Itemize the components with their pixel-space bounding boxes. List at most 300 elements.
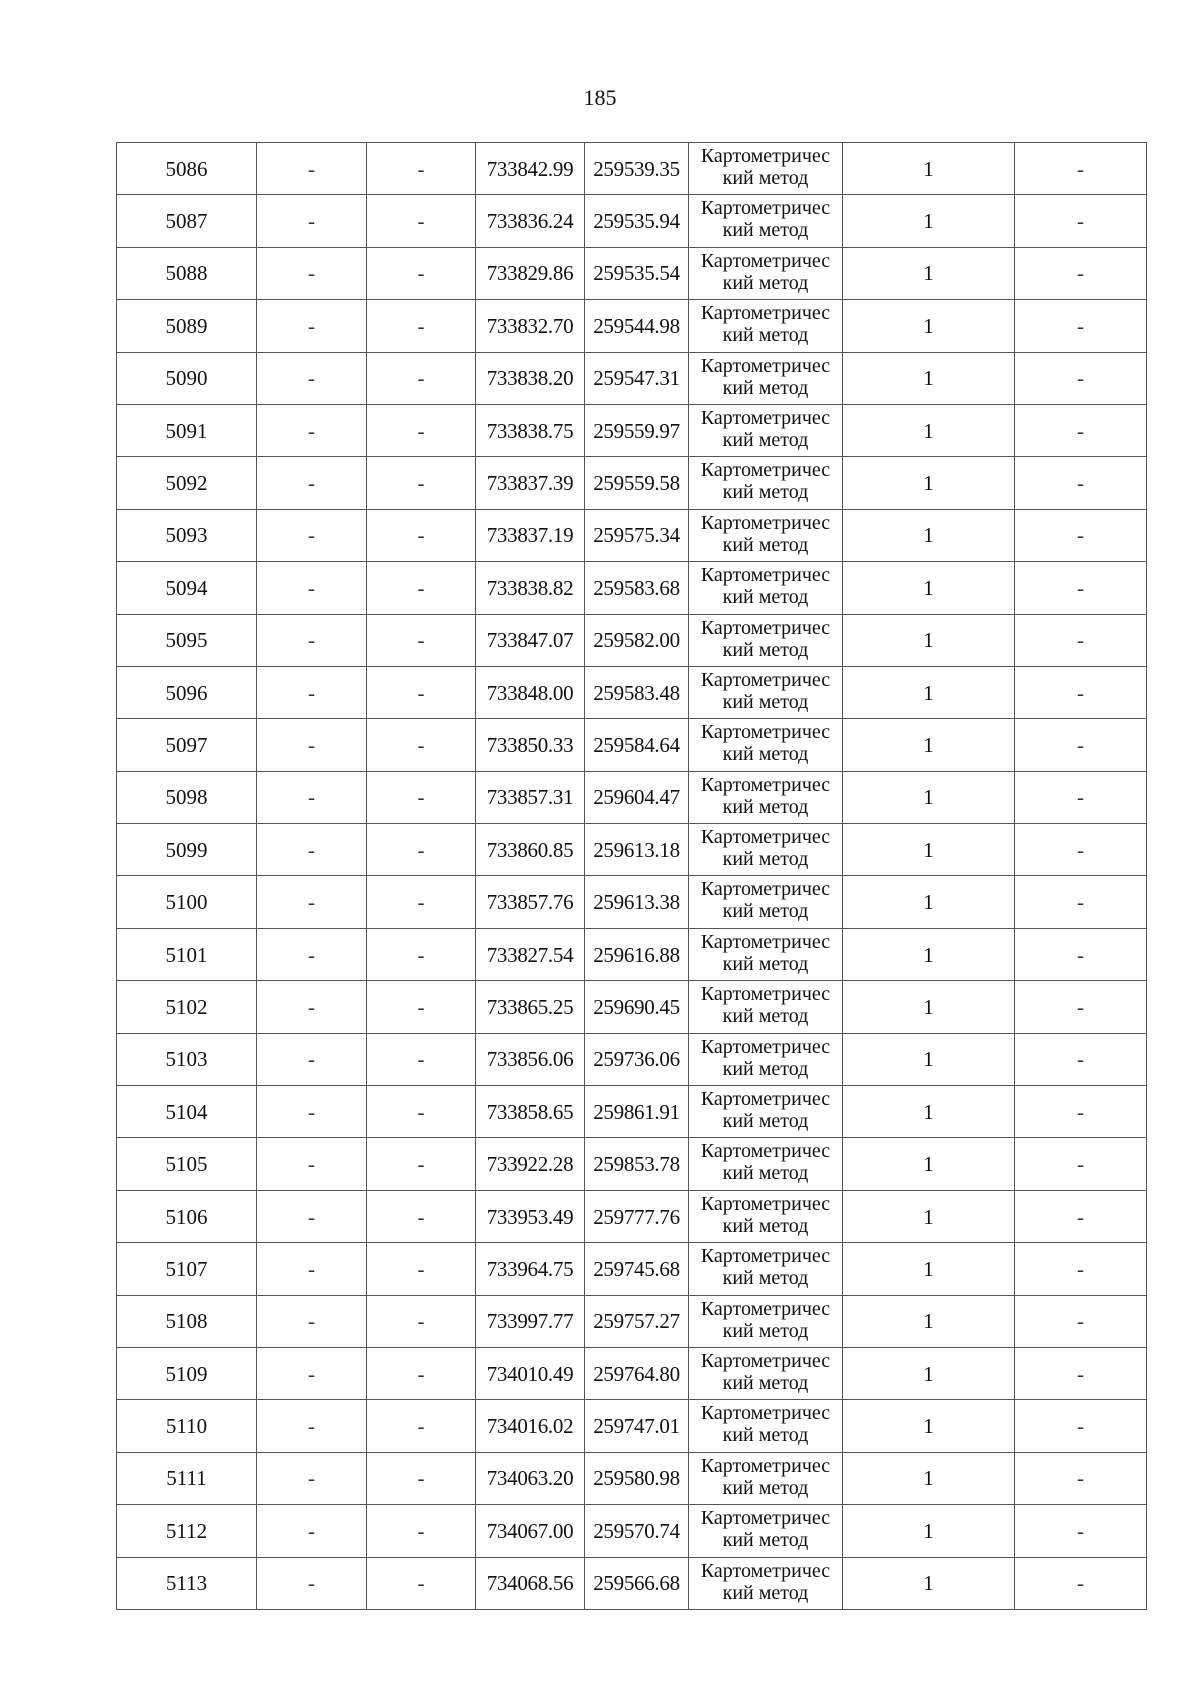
- method-line: Картометричес: [700, 302, 831, 325]
- table-row: [117, 928, 1147, 980]
- method-line: Картометричес: [700, 145, 831, 167]
- method-line: Картометричес: [700, 1035, 831, 1058]
- empty-value-cell: -: [367, 1190, 476, 1242]
- empty-value-cell: -: [257, 509, 367, 561]
- point-number-cell: 5108: [117, 1295, 257, 1347]
- x-coordinate-cell: 734063.20: [476, 1452, 585, 1504]
- method-line: Картометричес: [700, 878, 831, 901]
- empty-value-cell: -: [1015, 1295, 1147, 1347]
- x-coordinate-cell: 733953.49: [476, 1190, 585, 1242]
- method-line: Картометричес: [700, 983, 831, 1006]
- method-line: Картометричес: [700, 197, 831, 220]
- table-row: [117, 1452, 1147, 1504]
- table-row: [117, 247, 1147, 299]
- x-coordinate-cell: 733857.31: [476, 771, 585, 823]
- method-line: кий метод: [722, 1110, 809, 1133]
- accuracy-cell: 1: [843, 928, 1015, 980]
- table-row: [117, 771, 1147, 823]
- empty-value-cell: -: [367, 1086, 476, 1138]
- x-coordinate-cell: 733842.99: [476, 143, 585, 195]
- empty-value-cell: -: [367, 981, 476, 1033]
- point-number-cell: 5100: [117, 876, 257, 928]
- table-row: [117, 1190, 1147, 1242]
- empty-value-cell: -: [257, 1138, 367, 1190]
- accuracy-cell: 1: [843, 666, 1015, 718]
- empty-value-cell: -: [367, 1557, 476, 1609]
- empty-value-cell: -: [367, 457, 476, 509]
- accuracy-cell: 1: [843, 352, 1015, 404]
- x-coordinate-cell: 734067.00: [476, 1505, 585, 1557]
- empty-value-cell: -: [1015, 247, 1147, 299]
- x-coordinate-cell: 733827.54: [476, 928, 585, 980]
- empty-value-cell: -: [257, 928, 367, 980]
- method-cell: [689, 1243, 843, 1295]
- empty-value-cell: -: [367, 143, 476, 195]
- table-row: [117, 509, 1147, 561]
- method-cell: [689, 1138, 843, 1190]
- x-coordinate-cell: 733837.39: [476, 457, 585, 509]
- y-coordinate-cell: 259535.94: [585, 195, 689, 247]
- method-line: Картометричес: [700, 249, 831, 272]
- method-line: кий метод: [722, 1581, 809, 1604]
- y-coordinate-cell: 259861.91: [585, 1086, 689, 1138]
- x-coordinate-cell: 733850.33: [476, 719, 585, 771]
- y-coordinate-cell: 259613.18: [585, 824, 689, 876]
- empty-value-cell: -: [367, 1347, 476, 1399]
- accuracy-cell: 1: [843, 1452, 1015, 1504]
- empty-value-cell: -: [367, 719, 476, 771]
- y-coordinate-cell: 259736.06: [585, 1033, 689, 1085]
- y-coordinate-cell: 259584.64: [585, 719, 689, 771]
- y-coordinate-cell: 259745.68: [585, 1243, 689, 1295]
- accuracy-cell: 1: [843, 824, 1015, 876]
- x-coordinate-cell: 733860.85: [476, 824, 585, 876]
- point-number-cell: 5105: [117, 1138, 257, 1190]
- empty-value-cell: -: [1015, 1033, 1147, 1085]
- empty-value-cell: -: [1015, 876, 1147, 928]
- table-row: [117, 1505, 1147, 1557]
- point-number-cell: 5103: [117, 1033, 257, 1085]
- empty-value-cell: -: [367, 195, 476, 247]
- point-number-cell: 5104: [117, 1086, 257, 1138]
- point-number-cell: 5092: [117, 457, 257, 509]
- method-cell: [689, 352, 843, 404]
- accuracy-cell: 1: [843, 300, 1015, 352]
- method-cell: [689, 562, 843, 614]
- method-cell: [689, 824, 843, 876]
- y-coordinate-cell: 259777.76: [585, 1190, 689, 1242]
- accuracy-cell: 1: [843, 1243, 1015, 1295]
- method-line: кий метод: [722, 533, 809, 556]
- method-line: кий метод: [722, 428, 809, 451]
- empty-value-cell: -: [257, 352, 367, 404]
- y-coordinate-cell: 259566.68: [585, 1557, 689, 1609]
- empty-value-cell: -: [367, 614, 476, 666]
- method-line: кий метод: [722, 1214, 809, 1237]
- method-cell: [689, 771, 843, 823]
- method-line: Картометричес: [700, 1349, 831, 1372]
- empty-value-cell: -: [367, 1295, 476, 1347]
- method-line: кий метод: [722, 324, 809, 347]
- point-number-cell: 5106: [117, 1190, 257, 1242]
- x-coordinate-cell: 733838.75: [476, 404, 585, 456]
- method-line: кий метод: [722, 481, 809, 504]
- method-line: Картометричес: [700, 406, 831, 429]
- point-number-cell: 5112: [117, 1505, 257, 1557]
- method-line: Картометричес: [700, 1245, 831, 1268]
- method-line: кий метод: [722, 795, 809, 818]
- empty-value-cell: -: [367, 404, 476, 456]
- y-coordinate-cell: 259570.74: [585, 1505, 689, 1557]
- x-coordinate-cell: 733837.19: [476, 509, 585, 561]
- method-line: Картометричес: [700, 564, 831, 587]
- accuracy-cell: 1: [843, 1295, 1015, 1347]
- accuracy-cell: 1: [843, 1505, 1015, 1557]
- table-row: [117, 981, 1147, 1033]
- point-number-cell: 5098: [117, 771, 257, 823]
- empty-value-cell: -: [1015, 771, 1147, 823]
- empty-value-cell: -: [257, 824, 367, 876]
- x-coordinate-cell: 733856.06: [476, 1033, 585, 1085]
- method-line: кий метод: [722, 848, 809, 871]
- method-cell: [689, 247, 843, 299]
- empty-value-cell: -: [1015, 981, 1147, 1033]
- method-line: Картометричес: [700, 1507, 831, 1530]
- method-line: кий метод: [722, 1319, 809, 1342]
- method-line: Картометричес: [700, 1402, 831, 1425]
- accuracy-cell: 1: [843, 457, 1015, 509]
- y-coordinate-cell: 259535.54: [585, 247, 689, 299]
- method-line: кий метод: [722, 376, 809, 399]
- accuracy-cell: 1: [843, 981, 1015, 1033]
- method-cell: [689, 143, 843, 195]
- method-line: кий метод: [722, 1267, 809, 1290]
- x-coordinate-cell: 733838.20: [476, 352, 585, 404]
- empty-value-cell: -: [367, 1400, 476, 1452]
- empty-value-cell: -: [257, 981, 367, 1033]
- empty-value-cell: -: [257, 771, 367, 823]
- y-coordinate-cell: 259747.01: [585, 1400, 689, 1452]
- table-row: [117, 1400, 1147, 1452]
- method-line: кий метод: [722, 1005, 809, 1028]
- table-row: [117, 1033, 1147, 1085]
- method-cell: [689, 1033, 843, 1085]
- x-coordinate-cell: 733858.65: [476, 1086, 585, 1138]
- point-number-cell: 5097: [117, 719, 257, 771]
- accuracy-cell: 1: [843, 614, 1015, 666]
- empty-value-cell: -: [257, 195, 367, 247]
- method-line: Картометричес: [700, 773, 831, 796]
- method-line: кий метод: [722, 743, 809, 766]
- table-row: [117, 562, 1147, 614]
- table-row: [117, 666, 1147, 718]
- empty-value-cell: -: [1015, 195, 1147, 247]
- accuracy-cell: 1: [843, 1086, 1015, 1138]
- accuracy-cell: 1: [843, 143, 1015, 195]
- y-coordinate-cell: 259580.98: [585, 1452, 689, 1504]
- point-number-cell: 5093: [117, 509, 257, 561]
- method-line: Картометричес: [700, 511, 831, 534]
- x-coordinate-cell: 733847.07: [476, 614, 585, 666]
- accuracy-cell: 1: [843, 562, 1015, 614]
- empty-value-cell: -: [257, 1557, 367, 1609]
- y-coordinate-cell: 259575.34: [585, 509, 689, 561]
- method-line: Картометричес: [700, 1088, 831, 1111]
- point-number-cell: 5089: [117, 300, 257, 352]
- x-coordinate-cell: 733997.77: [476, 1295, 585, 1347]
- method-cell: [689, 1347, 843, 1399]
- point-number-cell: 5113: [117, 1557, 257, 1609]
- point-number-cell: 5091: [117, 404, 257, 456]
- method-line: кий метод: [722, 1424, 809, 1447]
- point-number-cell: 5095: [117, 614, 257, 666]
- accuracy-cell: 1: [843, 247, 1015, 299]
- y-coordinate-cell: 259583.68: [585, 562, 689, 614]
- method-line: кий метод: [722, 271, 809, 294]
- table-row: [117, 1086, 1147, 1138]
- method-cell: [689, 928, 843, 980]
- x-coordinate-cell: 733832.70: [476, 300, 585, 352]
- table-row: [117, 352, 1147, 404]
- method-cell: [689, 876, 843, 928]
- empty-value-cell: -: [1015, 824, 1147, 876]
- empty-value-cell: -: [367, 247, 476, 299]
- method-cell: [689, 1190, 843, 1242]
- method-line: Картометричес: [700, 1454, 831, 1477]
- accuracy-cell: 1: [843, 1347, 1015, 1399]
- method-cell: [689, 981, 843, 1033]
- method-line: Картометричес: [700, 1297, 831, 1320]
- table-body: [117, 143, 1147, 1610]
- accuracy-cell: 1: [843, 195, 1015, 247]
- empty-value-cell: -: [257, 719, 367, 771]
- method-cell: [689, 666, 843, 718]
- method-cell: [689, 1086, 843, 1138]
- y-coordinate-cell: 259764.80: [585, 1347, 689, 1399]
- table-row: [117, 1347, 1147, 1399]
- method-line: кий метод: [722, 1162, 809, 1185]
- empty-value-cell: -: [1015, 1452, 1147, 1504]
- table-row: [117, 824, 1147, 876]
- empty-value-cell: -: [257, 1452, 367, 1504]
- method-line: кий метод: [722, 1057, 809, 1080]
- empty-value-cell: -: [1015, 562, 1147, 614]
- method-line: кий метод: [722, 690, 809, 713]
- method-line: Картометричес: [700, 721, 831, 744]
- empty-value-cell: -: [367, 1505, 476, 1557]
- accuracy-cell: 1: [843, 509, 1015, 561]
- method-cell: [689, 1400, 843, 1452]
- method-cell: [689, 195, 843, 247]
- empty-value-cell: -: [257, 1033, 367, 1085]
- method-cell: [689, 1452, 843, 1504]
- method-cell: [689, 509, 843, 561]
- y-coordinate-cell: 259604.47: [585, 771, 689, 823]
- empty-value-cell: -: [1015, 719, 1147, 771]
- empty-value-cell: -: [257, 143, 367, 195]
- empty-value-cell: -: [367, 1243, 476, 1295]
- point-number-cell: 5110: [117, 1400, 257, 1452]
- accuracy-cell: 1: [843, 404, 1015, 456]
- empty-value-cell: -: [367, 1452, 476, 1504]
- empty-value-cell: -: [367, 1138, 476, 1190]
- empty-value-cell: -: [1015, 1138, 1147, 1190]
- empty-value-cell: -: [367, 509, 476, 561]
- empty-value-cell: -: [257, 1086, 367, 1138]
- empty-value-cell: -: [257, 1243, 367, 1295]
- empty-value-cell: -: [367, 562, 476, 614]
- accuracy-cell: 1: [843, 1033, 1015, 1085]
- x-coordinate-cell: 734010.49: [476, 1347, 585, 1399]
- method-cell: [689, 404, 843, 456]
- empty-value-cell: -: [367, 824, 476, 876]
- point-number-cell: 5109: [117, 1347, 257, 1399]
- point-number-cell: 5111: [117, 1452, 257, 1504]
- point-number-cell: 5096: [117, 666, 257, 718]
- table-row: [117, 614, 1147, 666]
- empty-value-cell: -: [257, 1505, 367, 1557]
- empty-value-cell: -: [1015, 1243, 1147, 1295]
- y-coordinate-cell: 259582.00: [585, 614, 689, 666]
- empty-value-cell: -: [257, 1347, 367, 1399]
- y-coordinate-cell: 259613.38: [585, 876, 689, 928]
- accuracy-cell: 1: [843, 719, 1015, 771]
- point-number-cell: 5088: [117, 247, 257, 299]
- x-coordinate-cell: 733964.75: [476, 1243, 585, 1295]
- x-coordinate-cell: 734068.56: [476, 1557, 585, 1609]
- empty-value-cell: -: [367, 928, 476, 980]
- method-cell: [689, 1295, 843, 1347]
- empty-value-cell: -: [257, 457, 367, 509]
- empty-value-cell: -: [367, 1033, 476, 1085]
- empty-value-cell: -: [257, 562, 367, 614]
- empty-value-cell: -: [257, 1295, 367, 1347]
- method-cell: [689, 300, 843, 352]
- table-row: [117, 404, 1147, 456]
- method-cell: [689, 1557, 843, 1609]
- y-coordinate-cell: 259544.98: [585, 300, 689, 352]
- empty-value-cell: -: [367, 352, 476, 404]
- empty-value-cell: -: [257, 1190, 367, 1242]
- y-coordinate-cell: 259539.35: [585, 143, 689, 195]
- point-number-cell: 5086: [117, 143, 257, 195]
- point-number-cell: 5090: [117, 352, 257, 404]
- method-line: кий метод: [722, 952, 809, 975]
- empty-value-cell: -: [257, 666, 367, 718]
- x-coordinate-cell: 733865.25: [476, 981, 585, 1033]
- empty-value-cell: -: [1015, 666, 1147, 718]
- table-row: [117, 1243, 1147, 1295]
- y-coordinate-cell: 259690.45: [585, 981, 689, 1033]
- table-row: [117, 1138, 1147, 1190]
- table-row: [117, 719, 1147, 771]
- empty-value-cell: -: [1015, 352, 1147, 404]
- x-coordinate-cell: 733848.00: [476, 666, 585, 718]
- method-cell: [689, 719, 843, 771]
- empty-value-cell: -: [1015, 928, 1147, 980]
- empty-value-cell: -: [1015, 614, 1147, 666]
- method-line: кий метод: [722, 900, 809, 923]
- empty-value-cell: -: [257, 247, 367, 299]
- x-coordinate-cell: 733857.76: [476, 876, 585, 928]
- method-line: Картометричес: [700, 1559, 831, 1582]
- empty-value-cell: -: [1015, 1400, 1147, 1452]
- x-coordinate-cell: 733836.24: [476, 195, 585, 247]
- method-line: кий метод: [722, 638, 809, 661]
- empty-value-cell: -: [1015, 1086, 1147, 1138]
- table-row: [117, 457, 1147, 509]
- y-coordinate-cell: 259583.48: [585, 666, 689, 718]
- empty-value-cell: -: [1015, 1347, 1147, 1399]
- method-line: Картометричес: [700, 930, 831, 953]
- empty-value-cell: -: [1015, 300, 1147, 352]
- point-number-cell: 5101: [117, 928, 257, 980]
- empty-value-cell: -: [257, 1400, 367, 1452]
- accuracy-cell: 1: [843, 876, 1015, 928]
- y-coordinate-cell: 259853.78: [585, 1138, 689, 1190]
- method-line: кий метод: [722, 586, 809, 609]
- table-row: [117, 143, 1147, 195]
- y-coordinate-cell: 259757.27: [585, 1295, 689, 1347]
- y-coordinate-cell: 259559.97: [585, 404, 689, 456]
- table-row: [117, 300, 1147, 352]
- x-coordinate-cell: 733838.82: [476, 562, 585, 614]
- method-line: Картометричес: [700, 1192, 831, 1215]
- empty-value-cell: -: [1015, 457, 1147, 509]
- empty-value-cell: -: [257, 300, 367, 352]
- point-number-cell: 5102: [117, 981, 257, 1033]
- empty-value-cell: -: [1015, 509, 1147, 561]
- table-row: [117, 876, 1147, 928]
- method-line: кий метод: [722, 1371, 809, 1394]
- method-line: кий метод: [722, 1529, 809, 1552]
- accuracy-cell: 1: [843, 1557, 1015, 1609]
- empty-value-cell: -: [367, 300, 476, 352]
- y-coordinate-cell: 259547.31: [585, 352, 689, 404]
- empty-value-cell: -: [1015, 1190, 1147, 1242]
- y-coordinate-cell: 259616.88: [585, 928, 689, 980]
- method-cell: [689, 614, 843, 666]
- x-coordinate-cell: 733922.28: [476, 1138, 585, 1190]
- point-number-cell: 5099: [117, 824, 257, 876]
- empty-value-cell: -: [257, 876, 367, 928]
- empty-value-cell: -: [257, 404, 367, 456]
- point-number-cell: 5107: [117, 1243, 257, 1295]
- accuracy-cell: 1: [843, 1400, 1015, 1452]
- x-coordinate-cell: 734016.02: [476, 1400, 585, 1452]
- table-row: [117, 1295, 1147, 1347]
- empty-value-cell: -: [257, 614, 367, 666]
- point-number-cell: 5087: [117, 195, 257, 247]
- method-line: Картометричес: [700, 616, 831, 639]
- empty-value-cell: -: [367, 876, 476, 928]
- point-number-cell: 5094: [117, 562, 257, 614]
- accuracy-cell: 1: [843, 771, 1015, 823]
- method-line: кий метод: [722, 167, 809, 189]
- empty-value-cell: -: [1015, 1557, 1147, 1609]
- empty-value-cell: -: [1015, 143, 1147, 195]
- coordinates-table: [116, 142, 1147, 1610]
- empty-value-cell: -: [1015, 1505, 1147, 1557]
- method-cell: [689, 1505, 843, 1557]
- accuracy-cell: 1: [843, 1190, 1015, 1242]
- empty-value-cell: -: [367, 771, 476, 823]
- page-number: 185: [583, 85, 617, 110]
- accuracy-cell: 1: [843, 1138, 1015, 1190]
- table-row: [117, 1557, 1147, 1609]
- empty-value-cell: -: [367, 666, 476, 718]
- method-line: Картометричес: [700, 354, 831, 377]
